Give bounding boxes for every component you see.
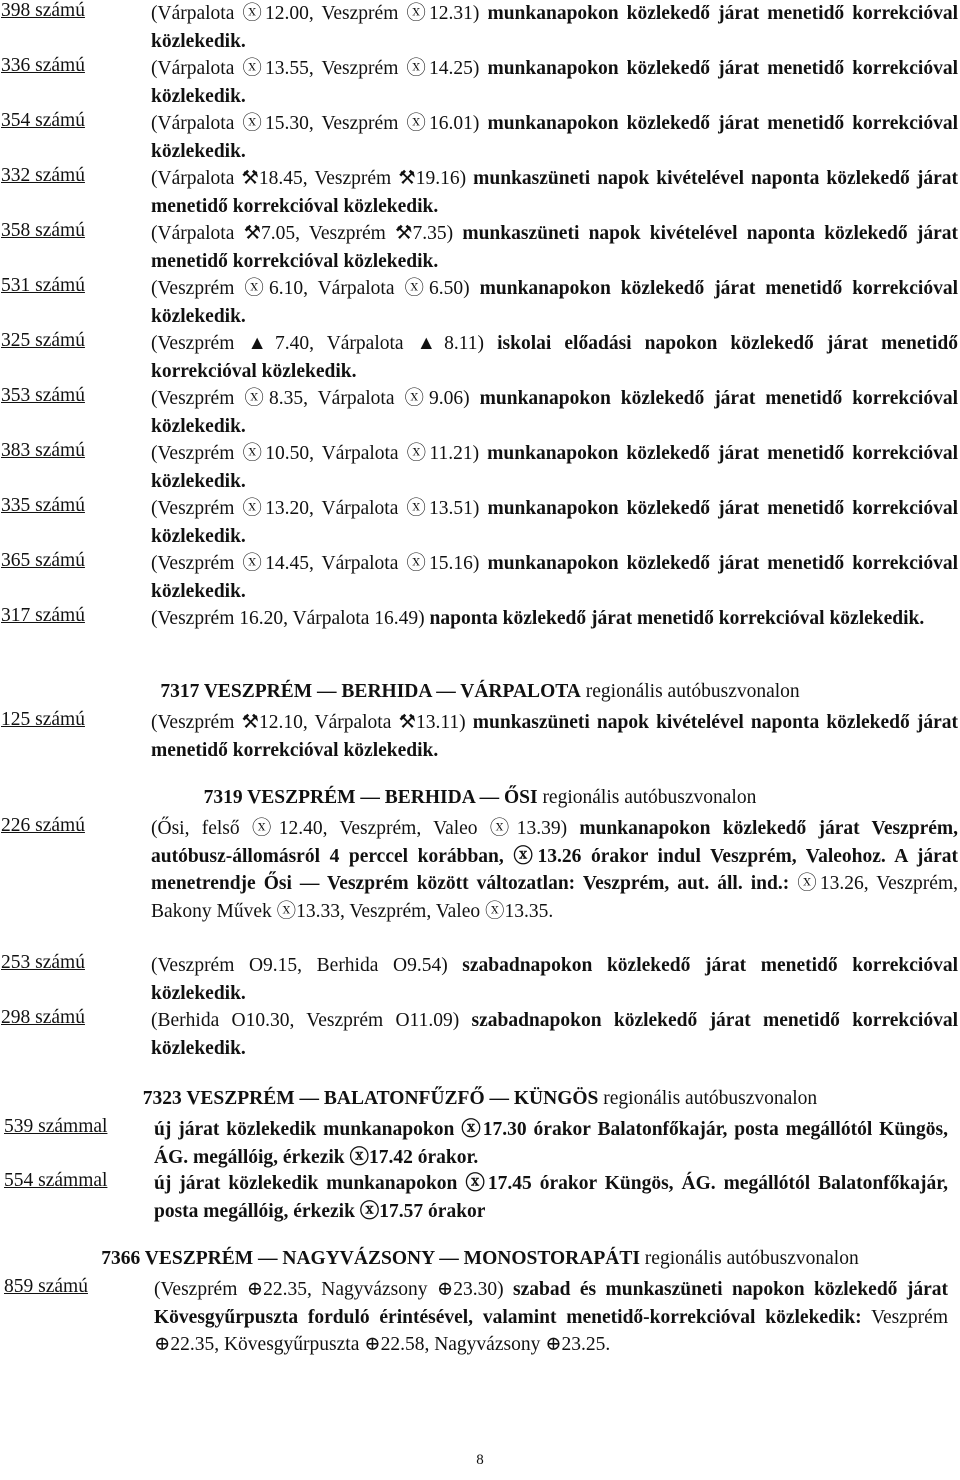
entry-125 [0, 709, 958, 764]
entry-335 [0, 495, 958, 550]
entry-label: 332 számú [1, 165, 85, 186]
entry-text: (Veszprém ⊕22.35, Nagyvázsony ⊕23.30) szabad és munkaszüneti napokon közlekedő járat Kövesgyűrpuszta forduló érintésével, valamint menetidő-korrekcióval közlekedik: Veszprém ⊕22.35, Kövesgyűrpuszta ⊕22.58, Nagyvázsony ⊕23.25. [154, 1279, 948, 1355]
entry-text: (Veszprém O9.15, Berhida O9.54) szabadnapokon közlekedő járat menetidő korrekcióval közlekedik. [151, 955, 958, 1004]
entry-531 [0, 275, 958, 330]
entry-label: 354 számú [1, 110, 85, 131]
entry-332 [0, 165, 958, 220]
entry-336 [0, 55, 958, 110]
entry-226 [0, 815, 958, 925]
entry-label: 358 számú [1, 220, 85, 241]
entry-label: 298 számú [1, 1007, 85, 1028]
entry-label: 353 számú [1, 385, 85, 406]
entry-353 [0, 385, 958, 440]
entry-label: 253 számú [1, 952, 85, 973]
entry-label: 859 számú [4, 1276, 88, 1297]
entry-text: (Veszprém ⚒12.10, Várpalota ⚒13.11) munkaszüneti napok kivételével naponta közlekedő járat menetidő korrekcióval közlekedik. [151, 712, 958, 761]
entry-label: 531 számú [1, 275, 85, 296]
entry-text: (Veszprém ⓧ14.45, Várpalota ⓧ15.16) munkanapokon közlekedő járat menetidő korrekcióval közlekedik. [151, 553, 958, 602]
entry-317 [0, 605, 958, 633]
entry-text: (Ősi, felső ⓧ12.40, Veszprém, Valeo ⓧ13.39) munkanapokon közlekedő járat Veszprém, autóbusz-állomásról 4 perccel korábban, ⓧ13.26 órakor indul Veszprém, Valeohoz. A járat menetrendje Ősi — Veszprém között változatlan: Veszprém, aut. áll. ind.: ⓧ13.26, Veszprém, Bakony Művek ⓧ13.33, Veszprém, Valeo ⓧ13.35. [151, 818, 958, 922]
entry-859 [0, 1276, 958, 1359]
entry-label: 317 számú [1, 605, 85, 626]
line-7366-header: 7366 VESZPRÉM — NAGYVÁZSONY — MONOSTORAPÁTI regionális autóbuszvonalon [101, 1248, 859, 1269]
entry-label: 383 számú [1, 440, 85, 461]
entry-358 [0, 220, 958, 275]
entry-325 [0, 330, 958, 385]
entry-253 [0, 952, 958, 1007]
entry-label: 365 számú [1, 550, 85, 571]
page-number: 8 [476, 1452, 484, 1468]
entry-text: (Veszprém 16.20, Várpalota 16.49) naponta közlekedő járat menetidő korrekcióval közlekedik. [151, 608, 925, 629]
line-7323-header: 7323 VESZPRÉM — BALATONFŰZFŐ — KÜNGÖS regionális autóbuszvonalon [142, 1088, 818, 1109]
entry-383 [0, 440, 958, 495]
entry-text: (Várpalota ⚒18.45, Veszprém ⚒19.16) munkaszüneti napok kivételével naponta közlekedő járat menetidő korrekcióval közlekedik. [151, 168, 958, 217]
entry-text: (Várpalota ⚒7.05, Veszprém ⚒7.35) munkaszüneti napok kivételével naponta közlekedő járat menetidő korrekcióval közlekedik. [151, 223, 958, 272]
entry-label: 325 számú [1, 330, 85, 351]
entry-298 [0, 1007, 958, 1062]
entry-text: (Veszprém ⓧ6.10, Várpalota ⓧ6.50) munkanapokon közlekedő járat menetidő korrekcióval közlekedik. [151, 278, 958, 327]
entry-label: 336 számú [1, 55, 85, 76]
entry-text: (Várpalota ⓧ15.30, Veszprém ⓧ16.01) munkanapokon közlekedő járat menetidő korrekcióval közlekedik. [151, 113, 958, 162]
entry-label: 226 számú [1, 815, 85, 836]
entry-label: 554 számmal [4, 1170, 108, 1191]
entry-text: (Veszprém ⓧ10.50, Várpalota ⓧ11.21) munkanapokon közlekedő járat menetidő korrekcióval közlekedik. [151, 443, 958, 492]
entry-label: 125 számú [1, 709, 85, 730]
entry-text: (Veszprém ⓧ8.35, Várpalota ⓧ9.06) munkanapokon közlekedő járat menetidő korrekcióval közlekedik. [151, 388, 958, 437]
entry-539 [0, 1116, 958, 1171]
entry-label: 398 számú [1, 0, 85, 21]
entry-365 [0, 550, 958, 605]
entry-398 [0, 0, 958, 55]
entry-text: új járat közlekedik munkanapokon ⓧ17.45 órakor Küngös, ÁG. megállótól Balatonfőkajár, posta megállóig, érkezik ⓧ17.57 órakor [154, 1173, 948, 1222]
entry-text: új járat közlekedik munkanapokon ⓧ17.30 órakor Balatonfőkajár, posta megállótól Küngös, ÁG. megállóig, érkezik ⓧ17.42 órakor. [154, 1119, 948, 1168]
line-7319-header: 7319 VESZPRÉM — BERHIDA — ŐSI regionális autóbuszvonalon [203, 787, 757, 808]
entry-554 [0, 1170, 958, 1225]
entry-text: (Berhida O10.30, Veszprém O11.09) szabadnapokon közlekedő járat menetidő korrekcióval közlekedik. [151, 1010, 958, 1059]
entry-label: 335 számú [1, 495, 85, 516]
entry-label: 539 számmal [4, 1116, 108, 1137]
line-7317-header: 7317 VESZPRÉM — BERHIDA — VÁRPALOTA regionális autóbuszvonalon [160, 681, 800, 702]
entry-text: (Várpalota ⓧ13.55, Veszprém ⓧ14.25) munkanapokon közlekedő járat menetidő korrekcióval közlekedik. [151, 58, 958, 107]
entry-text: (Veszprém ▲7.40, Várpalota ▲8.11) iskolai előadási napokon közlekedő járat menetidő korrekcióval közlekedik. [151, 333, 958, 382]
entry-354 [0, 110, 958, 165]
entry-text: (Veszprém ⓧ13.20, Várpalota ⓧ13.51) munkanapokon közlekedő járat menetidő korrekcióval közlekedik. [151, 498, 958, 547]
entry-text: (Várpalota ⓧ12.00, Veszprém ⓧ12.31) munkanapokon közlekedő járat menetidő korrekcióval közlekedik. [151, 3, 958, 52]
